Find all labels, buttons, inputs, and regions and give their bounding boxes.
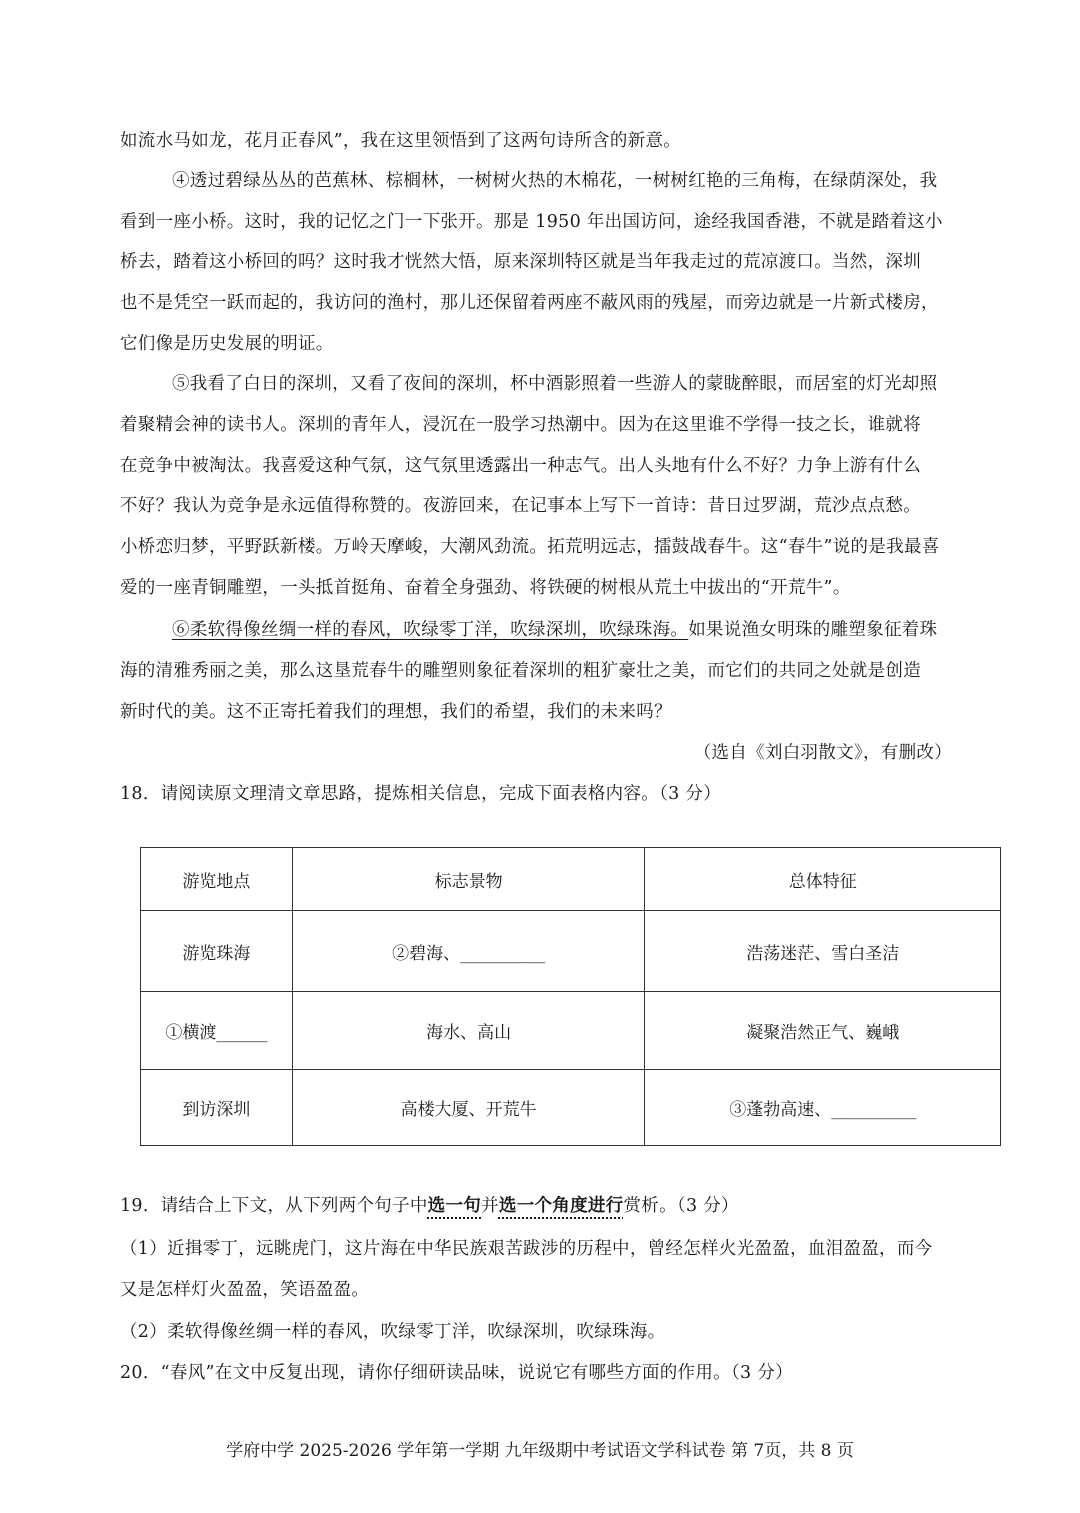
paragraph-5-line: ⑤我看了白日的深圳，又看了夜间的深圳，杯中酒影照着一些游人的蒙眬醉眼，而居室的灯光却照 [172, 374, 938, 394]
table-header-cell: 游览地点 [141, 848, 293, 911]
table-header-cell: 标志景物 [292, 848, 645, 911]
q19-item-2: （2）柔软得像丝绸一样的春风，吹绿零丁洋，吹绿深圳，吹绿珠海。 [120, 1322, 666, 1342]
table-cell: ②碧海、__________ [292, 911, 645, 992]
paragraph-6-line: 新时代的美。这不正寄托着我们的理想，我们的希望，我们的未来吗？ [120, 702, 672, 722]
table-header-row [141, 848, 1001, 911]
table-header-cell: 总体特征 [645, 848, 1001, 911]
paragraph-5-line: 小桥恋归梦，平野跃新楼。万岭天摩峻，大潮风劲流。拓荒明远志，擂鼓战春牛。这“春牛”说的是我最喜 [120, 537, 940, 557]
q19-item-1-line: （1）近揖零丁，远眺虎门，这片海在中华民族艰苦跋涉的历程中，曾经怎样火光盈盈，血泪盈盈，而今 [120, 1239, 933, 1259]
paragraph-5-line: 爱的一座青铜雕塑，一头抵首挺角、奋着全身强劲、将铁硬的树根从荒土中拔出的“开荒牛”。 [120, 578, 851, 598]
q19-emphasis-2: 选一个角度进行 [498, 1196, 624, 1216]
source-citation: （选自《刘白羽散文》，有删改） [693, 743, 952, 763]
q19-item-1-line: 又是怎样灯火盈盈，笑语盈盈。 [120, 1280, 370, 1300]
table-cell: 到访深圳 [141, 1070, 293, 1146]
q19-mid: 并 [481, 1196, 499, 1216]
paragraph-6-line [172, 618, 962, 642]
page-footer: 学府中学 2025-2026 学年第一学期 九年级期中考试语文学科试卷 第 7页，共 8 页 [226, 1441, 854, 1461]
table-cell: 凝聚浩然正气、巍峨 [645, 992, 1001, 1070]
question-18-prompt: 18．请阅读原文理清文章思路，提炼相关信息，完成下面表格内容。（3 分） [120, 784, 722, 804]
table-cell: 海水、高山 [292, 992, 645, 1070]
paragraph-4-line: ④透过碧绿丛丛的芭蕉林、棕榈林，一树树火热的木棉花，一树树红艳的三角梅，在绿荫深处，我 [172, 171, 938, 191]
paragraph-4-line: 看到一座小桥。这时，我的记忆之门一下张开。那是 1950 年出国访问，途经我国香港，不就是踏着这小 [120, 212, 943, 232]
paragraph-5-line: 着聚精会神的读书人。深圳的青年人，浸沉在一股学习热潮中。因为在这里谁不学得一技之长，谁就将 [120, 415, 921, 435]
table-cell: ③蓬勃高速、__________ [645, 1070, 1001, 1146]
table-row [141, 1070, 1001, 1146]
q19-emphasis-1: 选一句 [427, 1196, 482, 1216]
table-cell: 浩荡迷茫、雪白圣洁 [645, 911, 1001, 992]
question-20-prompt: 20．“春风”在文中反复出现，请你仔细研读品味，说说它有哪些方面的作用。（3 分） [120, 1363, 793, 1383]
paragraph-4-line: 它们像是历史发展的明证。 [120, 334, 334, 354]
paragraph-5-line: 不好？我认为竞争是永远值得称赞的。夜游回来，在记事本上写下一首诗：昔日过罗湖，荒沙点点愁。 [120, 496, 921, 516]
q19-suffix: 赏析。（3 分） [623, 1196, 739, 1216]
underlined-sentence: ⑥柔软得像丝绸一样的春风，吹绿零丁洋，吹绿深圳，吹绿珠海。 [172, 620, 689, 640]
paragraph-6-line: 海的清雅秀丽之美，那么这垦荒春牛的雕塑则象征着深圳的粗犷豪壮之美，而它们的共同之处就是创造 [120, 661, 921, 681]
paragraph-4-line: 桥去，踏着这小桥回的吗？这时我才恍然大悟，原来深圳特区就是当年我走过的荒凉渡口。当然，深圳 [120, 252, 921, 272]
paragraph-5-line: 在竞争中被淘汰。我喜爱这种气氛，这气氛里透露出一种志气。出人头地有什么不好？力争上游有什么 [120, 456, 921, 476]
table-row [141, 911, 1001, 992]
paragraph-6-rest: 如果说渔女明珠的雕塑象征着珠 [688, 620, 938, 640]
q19-prefix: 19．请结合上下文，从下列两个句子中 [120, 1196, 428, 1216]
passage-line: 如流水马如龙，花月正春风”，我在这里领悟到了这两句诗所含的新意。 [120, 131, 682, 151]
table-row [141, 992, 1001, 1070]
info-table [140, 847, 1001, 1146]
table-cell: 游览珠海 [141, 911, 293, 992]
table-cell: 高楼大厦、开荒牛 [292, 1070, 645, 1146]
paragraph-4-line: 也不是凭空一跃而起的，我访问的渔村，那儿还保留着两座不蔽风雨的残屋，而旁边就是一片新式楼房， [120, 293, 939, 313]
table-cell: ①横渡______ [141, 992, 293, 1070]
question-19-prompt [120, 1194, 960, 1218]
